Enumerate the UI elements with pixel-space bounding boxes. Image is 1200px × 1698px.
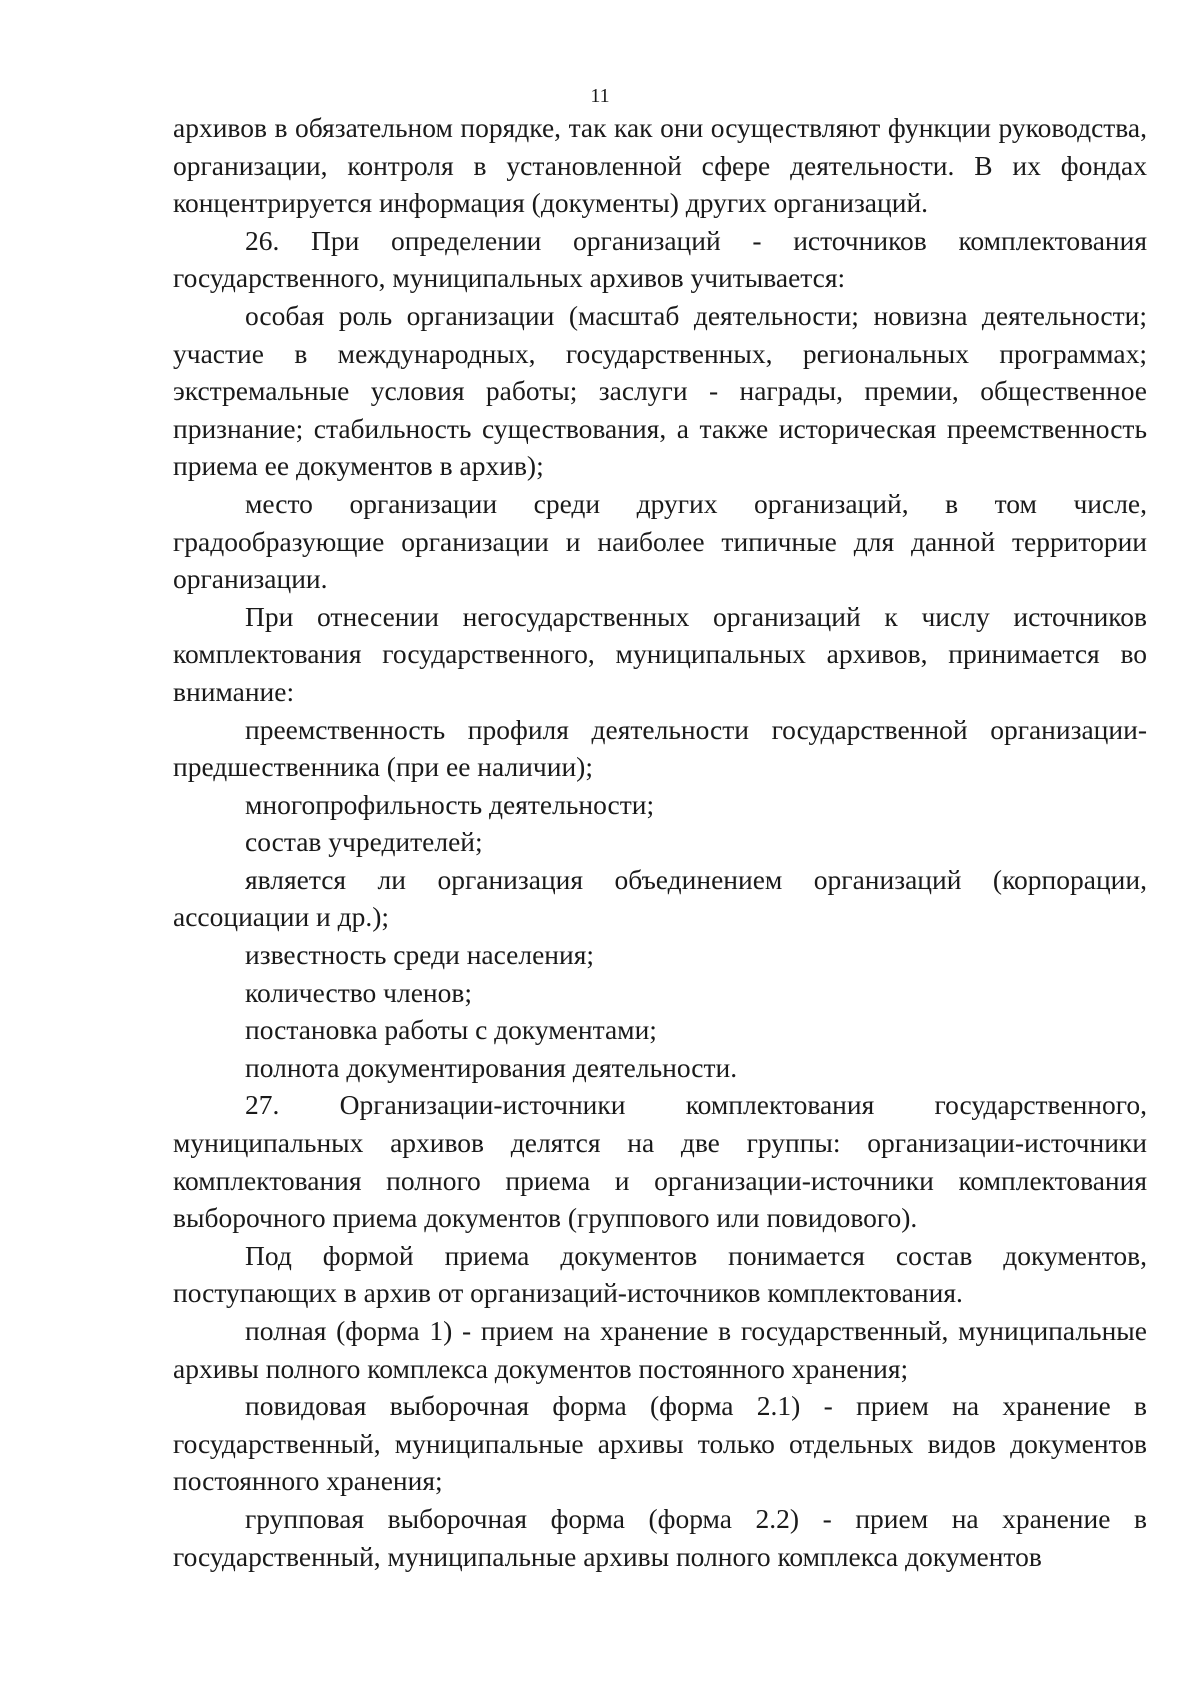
paragraph-special-role: особая роль организации (масштаб деятельности; новизна деятельности; участие в международных, государственных, региональных программах; экстремальные условия работы; заслуги - награды, премии, общественное признание; стабильность существования, а также историческая преемственность приема ее документов в архив); bbox=[173, 299, 1147, 482]
paragraph-document-work: постановка работы с документами; bbox=[245, 1014, 657, 1046]
paragraph-multiprofile: многопрофильность деятельности; bbox=[245, 788, 655, 820]
paragraph-form-2-1: повидовая выборочная форма (форма 2.1) - прием на хранение в государственный, муниципальные архивы только отдельных видов документов постоянного хранения; bbox=[173, 1390, 1147, 1497]
paragraph-form-2-2: групповая выборочная форма (форма 2.2) - прием на хранение в государственный, муниципальные архивы полного комплекса документов bbox=[173, 1502, 1147, 1572]
paragraph-association: является ли организация объединением организаций (корпорации, ассоциации и др.); bbox=[173, 863, 1147, 933]
paragraph-founders: состав учредителей; bbox=[245, 826, 483, 858]
paragraph-documentation-completeness: полнота документирования деятельности. bbox=[245, 1051, 738, 1083]
paragraph-public-recognition: известность среди населения; bbox=[245, 939, 595, 971]
paragraph-non-state-organizations: При отнесении негосударственных организаций к числу источников комплектования государственного, муниципальных архивов, принимается во внимание: bbox=[173, 600, 1147, 707]
paragraph-acceptance-form-definition: Под формой приема документов понимается состав документов, поступающих в архив от организаций-источников комплектования. bbox=[173, 1239, 1147, 1309]
page-number: 11 bbox=[590, 85, 610, 107]
paragraph-members-count: количество членов; bbox=[245, 976, 473, 1008]
paragraph-form-1: полная (форма 1) - прием на хранение в государственный, муниципальные архивы полного комплекса документов постоянного хранения; bbox=[173, 1315, 1147, 1384]
paragraph-item-27: 27. Организации-источники комплектования государственного, муниципальных архивов делятся на две группы: организации-источники комплектования полного приема и организации-источники комплектования выборочного приема документов (группового или повидового). bbox=[173, 1089, 1147, 1234]
document-body bbox=[173, 109, 1147, 1575]
paragraph-item-26: 26. При определении организаций - источников комплектования государственного, муниципальных архивов учитывается: bbox=[173, 224, 1147, 294]
paragraph-profile-succession: преемственность профиля деятельности государственной организации-предшественника (при ее наличии); bbox=[173, 713, 1147, 783]
paragraph-continuation: архивов в обязательном порядке, так как они осуществляют функции руководства, организации, контроля в установленной сфере деятельности. В их фондах концентрируется информация (документы) других организаций. bbox=[173, 112, 1147, 219]
paragraph-organization-place: место организации среди других организаций, в том числе, градообразующие организации и наиболее типичные для данной территории организации. bbox=[173, 487, 1147, 595]
